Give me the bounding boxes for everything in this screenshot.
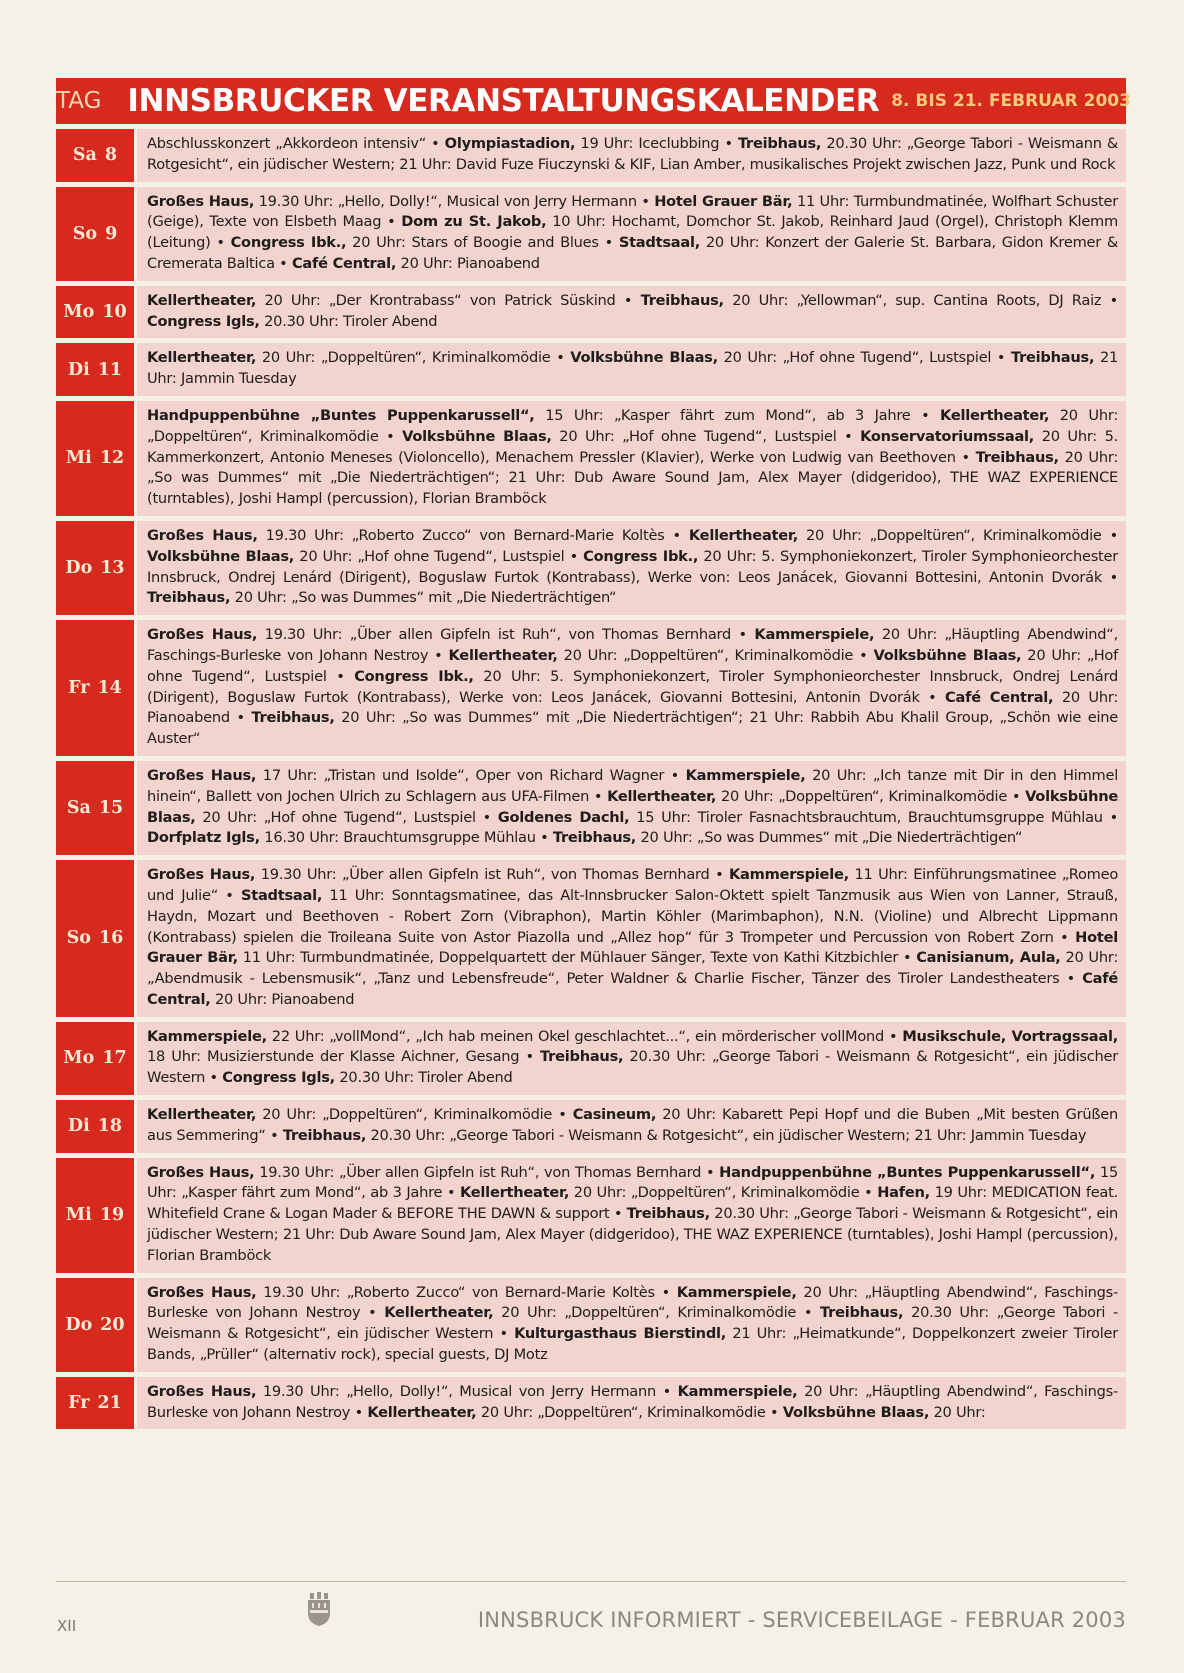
event-text: 20 Uhr: „Doppeltüren“, Kriminalkomödie • (798, 526, 1118, 544)
event-text: 18 Uhr: Musizierstunde der Klasse Aichner, Gesang • (147, 1048, 541, 1066)
venue-name: Treibhaus, (251, 709, 335, 727)
venue-name: Kammerspiele, (729, 866, 849, 884)
venue-name: Großes Haus, (147, 626, 258, 644)
day-row (56, 521, 1126, 615)
day-number: 18 (97, 1116, 123, 1137)
event-text: 20.30 Uhr: „George Tabori - Weismann & Rotgesicht“, ein jüdischer Western; 21 Uhr: Jammin Tuesday (366, 1126, 1087, 1144)
event-text: 20 Uhr: „Häuptling Abendwind“, Faschings-Burleske von Johann Nestroy • (147, 1283, 1118, 1322)
event-text: 10 Uhr: Hochamt, Domchor St. Jakob, Reinhard Jaud (Orgel), Christoph Klemm (Leitung) • (147, 213, 1118, 252)
event-text: 20 Uhr: „Hof ohne Tugend“, Lustspiel • (717, 349, 1011, 367)
day-row (56, 761, 1126, 855)
venue-name: Kellertheater, (459, 1184, 570, 1202)
event-calendar (56, 78, 1131, 1429)
event-text: 19 Uhr: Iceclubbing • (575, 135, 738, 152)
venue-name: Volksbühne Blaas, (873, 646, 1022, 664)
weekday: Do (65, 558, 93, 579)
event-text: 20.30 Uhr: Tiroler Abend (259, 312, 438, 330)
venue-name: Konservatoriumssaal, (860, 427, 1035, 445)
event-text: 20 Uhr: „Doppeltüren“, Kriminalkomödie • (569, 1184, 878, 1202)
day-events (137, 761, 1126, 855)
venue-name: Congress Ibk., (354, 667, 474, 685)
venue-name: Congress Ibk., (583, 547, 699, 565)
day-events (137, 187, 1126, 281)
venue-name: Handpuppenbühne „Buntes Puppenkarussell“, (719, 1163, 1096, 1181)
day-events (137, 521, 1126, 615)
day-row (56, 860, 1126, 1017)
venue-name: Treibhaus, (147, 589, 231, 607)
venue-name: Kammerspiele, (147, 1027, 267, 1045)
venue-name: Kammerspiele, (676, 1283, 797, 1301)
venue-name: Großes Haus, (147, 766, 257, 784)
day-column-label: TAG (56, 88, 102, 114)
day-events (137, 1158, 1126, 1273)
day-row (56, 1158, 1126, 1273)
venue-name: Kellertheater, (147, 291, 257, 309)
event-text: 20 Uhr: „Doppeltüren“, Kriminalkomödie • (256, 1106, 573, 1124)
event-text: 20 Uhr: „Doppeltüren“, Kriminalkomödie • (256, 349, 571, 367)
day-label (56, 1022, 134, 1095)
day-label (56, 620, 134, 756)
event-text: 20 Uhr: 5. Kammerkonzert, Antonio Meneses (Violoncello), Menachem Pressler (Klavier), Werke von Ludwig van Beethoven • (147, 427, 1119, 466)
calendar-title: INNSBRUCKER VERANSTALTUNGSKALENDER (127, 83, 880, 119)
day-number: 8 (104, 145, 118, 166)
venue-name: Café Central, (147, 970, 1118, 1008)
day-number: 16 (98, 928, 124, 949)
day-number: 15 (98, 798, 124, 819)
venue-name: Großes Haus, (147, 1163, 255, 1181)
venue-name: Hafen, (877, 1184, 930, 1202)
event-text: 20 Uhr: „So was Dummes“ mit „Die Niederträchtigen“ (230, 589, 617, 607)
day-number: 11 (97, 359, 123, 380)
day-label (56, 860, 134, 1017)
event-text: 11 Uhr: Turmbundmatinée, Wolfhart Schuster (Geige), Texte von Elsbeth Maag • (147, 192, 1118, 231)
event-text: 20 Uhr: „Hof ohne Tugend“, Lustspiel • (551, 427, 861, 445)
venue-name: Kellertheater, (367, 1403, 477, 1421)
day-row (56, 129, 1126, 182)
footer-title: INNSBRUCK INFORMIERT - SERVICEBEILAGE - FEBRUAR 2003 (477, 1608, 1126, 1632)
venue-name: Olympiastadion, (444, 135, 576, 152)
day-number: 17 (102, 1048, 127, 1069)
event-text: 20 Uhr: 5. Symphoniekonzert, Tiroler Symphonieorchester Innsbruck, Ondrej Lenárd (Dirigent), Boguslaw Furtok (Kontrabass), Werke von: Leos Janácek, Giovanni Bottesini, Antonin Dvorák • (147, 667, 1119, 706)
event-text: 20 Uhr: Kabarett Pepi Hopf und die Buben „Mit besten Grüßen aus Semmering“ • (147, 1106, 1118, 1144)
event-text: 20.30 Uhr: „George Tabori - Weismann & Rotgesicht“, ein jüdischer Western • (147, 1304, 1118, 1343)
day-number: 21 (97, 1393, 122, 1414)
venue-name: Treibhaus, (540, 1048, 624, 1066)
event-text: 20 Uhr: „Häuptling Abendwind“, Faschings-Burleske von Johann Nestroy • (147, 626, 1119, 664)
day-events (137, 1100, 1126, 1153)
day-label (56, 343, 134, 396)
event-text: 20 Uhr: 5. Symphoniekonzert, Tiroler Symphonieorchester Innsbruck, Ondrej Lenárd (Dirigent), Boguslaw Furtok (Kontrabass), Werke von: Leos Janácek, Giovanni Bottesini, Antonin Dvorák • (147, 547, 1119, 586)
venue-name: Congress Igls, (147, 312, 260, 330)
event-text: 20 Uhr: Pianoabend (396, 254, 540, 272)
day-row (56, 401, 1126, 516)
event-text: 20 Uhr: „So was Dummes“ mit „Die Niederträchtigen“; 21 Uhr: Rabbih Abu Khalil Group, „Schön wie eine Auster“ (147, 709, 1118, 748)
weekday: Do (65, 1314, 93, 1335)
weekday: So (66, 928, 91, 949)
venue-name: Café Central, (945, 688, 1054, 706)
day-row (56, 1022, 1126, 1095)
weekday: Sa (72, 145, 97, 166)
event-text: 20 Uhr: „Abendmusik - Lebensmusik“, „Tanz und Lebensfreude“, Peter Waldner & Charlie Fischer, Tänzer des Tiroler Landestheaters • (147, 949, 1118, 988)
venue-name: Großes Haus, (147, 1283, 257, 1301)
venue-name: Großes Haus, (147, 1382, 257, 1400)
day-events (137, 860, 1126, 1017)
event-text: 20.30 Uhr: „George Tabori - Weismann & Rotgesicht“, ein jüdischer Western; 21 Uhr: David Fuze Fiuczynski & KIF, Lian Amber, musikalisches Projekt zwischen Jazz, Punk und Rock (147, 135, 1118, 173)
venue-name: Dom zu St. Jakob, (401, 213, 547, 231)
day-row (56, 286, 1126, 339)
day-label (56, 286, 134, 339)
event-text: 16.30 Uhr: Brauchtumsgruppe Mühlau • (259, 829, 553, 847)
event-text: 20.30 Uhr: „George Tabori - Weismann & Rotgesicht“, ein jüdischer Western • (147, 1048, 1118, 1087)
day-label (56, 1158, 134, 1273)
venue-name: Großes Haus, (147, 192, 255, 210)
event-text: 21 Uhr: „Heimatkunde“, Doppelkonzert zweier Tiroler Bands, „Prüller“ (alternativ rock), special guests, DJ Motz (147, 1325, 1118, 1364)
venue-name: Treibhaus, (282, 1126, 367, 1144)
venue-name: Casineum, (572, 1106, 657, 1124)
venue-name: Kellertheater, (147, 349, 257, 367)
day-row (56, 1278, 1126, 1372)
venue-name: Canisianum, Aula, (916, 949, 1061, 967)
day-row (56, 343, 1126, 396)
event-text: 11 Uhr: Turmbundmatinée, Doppelquartett der Mühlauer Sänger, Texte von Kathi Kitzbichler • (237, 949, 917, 967)
event-text: 20 Uhr: „Yellowman“, sup. Cantina Roots, DJ Raiz • (723, 291, 1118, 309)
day-number: 14 (97, 678, 122, 699)
footer-divider (56, 1581, 1126, 1582)
event-text: 19 Uhr: MEDICATION feat. Whitefield Crane & Logan Mader & BEFORE THE DAWN & support • (147, 1184, 1118, 1223)
calendar-header (56, 78, 1131, 124)
day-number: 13 (100, 558, 125, 579)
venue-name: Kellertheater, (384, 1304, 494, 1322)
venue-name: Großes Haus, (147, 866, 256, 884)
day-number: 10 (102, 302, 127, 323)
venue-name: Handpuppenbühne „Buntes Puppenkarussell“, (147, 406, 535, 424)
day-row (56, 187, 1126, 281)
weekday: Fr (68, 678, 90, 699)
event-text: 20 Uhr: „Doppeltüren“, Kriminalkomödie • (493, 1304, 821, 1322)
event-text: 20 Uhr: Pianoabend • (147, 688, 1118, 727)
venue-name: Kammerspiele, (685, 766, 806, 784)
day-label (56, 187, 134, 281)
venue-name: Kammerspiele, (677, 1382, 798, 1400)
day-row (56, 1100, 1126, 1153)
event-text: 20 Uhr: „Doppeltüren“, Kriminalkomödie • (557, 646, 874, 664)
venue-name: Volksbühne Blaas, (570, 349, 718, 367)
day-events (137, 1377, 1126, 1430)
event-text: 11 Uhr: Einführungsmatinee „Romeo und Julie“ • (147, 866, 1119, 904)
calendar-rows (56, 129, 1126, 1429)
event-text: 20 Uhr: „Doppeltüren“, Kriminalkomödie • (716, 787, 1026, 805)
venue-name: Musikschule, Vortragssaal, (902, 1027, 1119, 1045)
venue-name: Treibhaus, (640, 291, 724, 309)
event-text: 21 Uhr: Jammin Tuesday (147, 349, 1119, 388)
weekday: Mi (65, 448, 92, 469)
day-events (137, 1278, 1126, 1372)
event-text: 19.30 Uhr: „Hello, Dolly!“, Musical von Jerry Hermann • (254, 192, 655, 210)
event-text: 19.30 Uhr: „Über allen Gipfeln ist Ruh“, von Thomas Bernhard • (257, 626, 755, 644)
day-events (137, 343, 1126, 396)
event-text: 20 Uhr: „Hof ohne Tugend“, Lustspiel • (195, 808, 498, 826)
event-text: 15 Uhr: „Kasper fährt zum Mond“, ab 3 Jahre • (147, 1163, 1118, 1202)
weekday: Di (67, 359, 90, 380)
event-text: 20.30 Uhr: Tiroler Abend (334, 1069, 513, 1087)
venue-name: Dorfplatz Igls, (147, 829, 260, 847)
venue-name: Stadtsaal, (618, 234, 700, 252)
venue-name: Kammerspiele, (754, 626, 875, 644)
event-text: 20.30 Uhr: „George Tabori - Weismann & Rotgesicht“, ein jüdischer Western; 21 Uhr: Dub Aware Sound Jam, Alex Mayer (didgeridoo), THE WAZ EXPERIENCE (turntables), Joshi Hampl (percussion), Florian Bramböck (147, 1205, 1118, 1264)
day-label (56, 1278, 134, 1372)
venue-name: Kellertheater, (607, 787, 717, 805)
event-text: 20 Uhr: Pianoabend (210, 990, 355, 1008)
event-text: Abschlusskonzert „Akkordeon intensiv“ • (147, 135, 445, 152)
event-text: 20 Uhr: „Ich tanze mit Dir in den Himmel hinein“, Ballett von Jochen Ulrich zu Schlagern aus UFA-Filmen • (147, 766, 1119, 805)
event-text: 19.30 Uhr: „Über allen Gipfeln ist Ruh“, von Thomas Bernhard • (255, 866, 729, 884)
event-text: 19.30 Uhr: „Roberto Zucco“ von Bernard-Marie Koltès • (256, 1283, 677, 1301)
day-number: 20 (100, 1314, 125, 1335)
day-label (56, 401, 134, 516)
event-text: 20 Uhr: „Doppeltüren“, Kriminalkomödie • (147, 406, 1118, 445)
venue-name: Treibhaus, (975, 448, 1059, 466)
venue-name: Treibhaus, (820, 1304, 904, 1322)
weekday: Mi (65, 1205, 92, 1226)
event-text: 22 Uhr: „vollMond“, „Ich hab meinen Okel geschlachtet...“, ein mörderischer vollMond • (266, 1027, 903, 1045)
day-number: 19 (99, 1205, 125, 1226)
venue-name: Congress Igls, (222, 1069, 335, 1087)
event-text: 20 Uhr: Stars of Boogie and Blues • (346, 234, 619, 252)
day-events (137, 286, 1126, 339)
event-text: 20 Uhr: „Hof ohne Tugend“, Lustspiel • (147, 646, 1118, 685)
weekday: Mo (63, 302, 95, 323)
event-text: 20 Uhr: „Hof ohne Tugend“, Lustspiel • (294, 547, 584, 565)
day-events (137, 620, 1126, 756)
venue-name: Treibhaus, (552, 829, 637, 847)
event-text: 20 Uhr: „So was Dummes“ mit „Die Niederträchtigen“; 21 Uhr: Dub Aware Sound Jam, Alex Mayer (didgeridoo), THE WAZ EXPERIENCE (turntables), Joshi Hampl (percussion), Florian Bramböck (147, 448, 1118, 508)
weekday: Sa (66, 798, 91, 819)
venue-name: Stadtsaal, (240, 886, 323, 904)
venue-name: Treibhaus, (626, 1205, 710, 1223)
venue-name: Congress Ibk., (230, 234, 347, 252)
venue-name: Volksbühne Blaas, (402, 427, 552, 445)
event-text: 15 Uhr: „Kasper fährt zum Mond“, ab 3 Jahre • (534, 406, 941, 424)
weekday: Fr (68, 1393, 90, 1414)
venue-name: Goldenes Dachl, (497, 808, 630, 826)
date-range: 8. BIS 21. FEBRUAR 2003 (891, 91, 1131, 111)
venue-name: Treibhaus, (737, 135, 822, 152)
event-text: 20 Uhr: Konzert der Galerie St. Barbara, Gidon Kremer & Cremerata Baltica • (147, 234, 1119, 272)
venue-name: Hotel Grauer Bär, (654, 192, 793, 210)
event-text: 20 Uhr: „So was Dummes“ mit „Die Niederträchtigen“ (636, 829, 1023, 847)
venue-name: Volksbühne Blaas, (147, 787, 1118, 826)
venue-name: Café Central, (291, 254, 397, 272)
venue-name: Hotel Grauer Bär, (147, 928, 1118, 967)
day-events (137, 1022, 1126, 1095)
day-label (56, 1377, 134, 1430)
event-text: 17 Uhr: „Tristan und Isolde“, Oper von Richard Wagner • (256, 766, 686, 784)
day-events (137, 129, 1126, 182)
venue-name: Kulturgasthaus Bierstindl, (514, 1325, 727, 1343)
venue-name: Kellertheater, (688, 526, 799, 544)
weekday: So (72, 223, 98, 244)
venue-name: Volksbühne Blaas, (147, 547, 295, 565)
day-label (56, 1100, 134, 1153)
venue-name: Großes Haus, (147, 526, 258, 544)
page-number: XII (57, 1617, 77, 1635)
event-text: 19.30 Uhr: „Über allen Gipfeln ist Ruh“, von Thomas Bernhard • (254, 1163, 720, 1181)
day-events (137, 401, 1126, 516)
event-text: 19.30 Uhr: „Hello, Dolly!“, Musical von Jerry Hermann • (256, 1382, 678, 1400)
innsbruck-crest-icon (306, 1591, 332, 1627)
event-text: 11 Uhr: Sonntagsmatinee, das Alt-Innsbrucker Salon-Oktett spielt Tanzmusik aus Wien von Lanner, Strauß, Haydn, Mozart und Beethoven - Robert Zorn (Vibraphon), Martin Köhler (Marimbaphon), N.N. (Violine) und Albrecht Lippmann (Kontrabass) spielen die Troileana Suite von Astor Piazolla und „Allez hop“ für 3 Trompeter und Percussion von Robert Zorn • (147, 886, 1119, 946)
venue-name: Kellertheater, (147, 1106, 257, 1124)
venue-name: Treibhaus, (1010, 349, 1095, 367)
day-label (56, 521, 134, 615)
day-row (56, 620, 1126, 756)
day-number: 9 (105, 223, 118, 244)
event-text: 20 Uhr: (929, 1403, 986, 1421)
weekday: Mo (63, 1048, 95, 1069)
day-row (56, 1377, 1126, 1430)
event-text: 20 Uhr: „Doppeltüren“, Kriminalkomödie • (476, 1403, 783, 1421)
event-text: 20 Uhr: „Der Krontrabass“ von Patrick Süskind • (256, 291, 641, 309)
event-text: 20 Uhr: „Häuptling Abendwind“, Faschings-Burleske von Johann Nestroy • (147, 1382, 1118, 1421)
weekday: Di (67, 1116, 90, 1137)
venue-name: Kellertheater, (940, 406, 1050, 424)
day-number: 12 (99, 448, 125, 469)
venue-name: Kellertheater, (448, 646, 558, 664)
event-text: 15 Uhr: Tiroler Fasnachtsbrauchtum, Brauchtumsgruppe Mühlau • (629, 808, 1118, 826)
event-text: 19.30 Uhr: „Roberto Zucco“ von Bernard-Marie Koltès • (257, 526, 689, 544)
venue-name: Volksbühne Blaas, (782, 1403, 930, 1421)
day-label (56, 129, 134, 182)
day-label (56, 761, 134, 855)
